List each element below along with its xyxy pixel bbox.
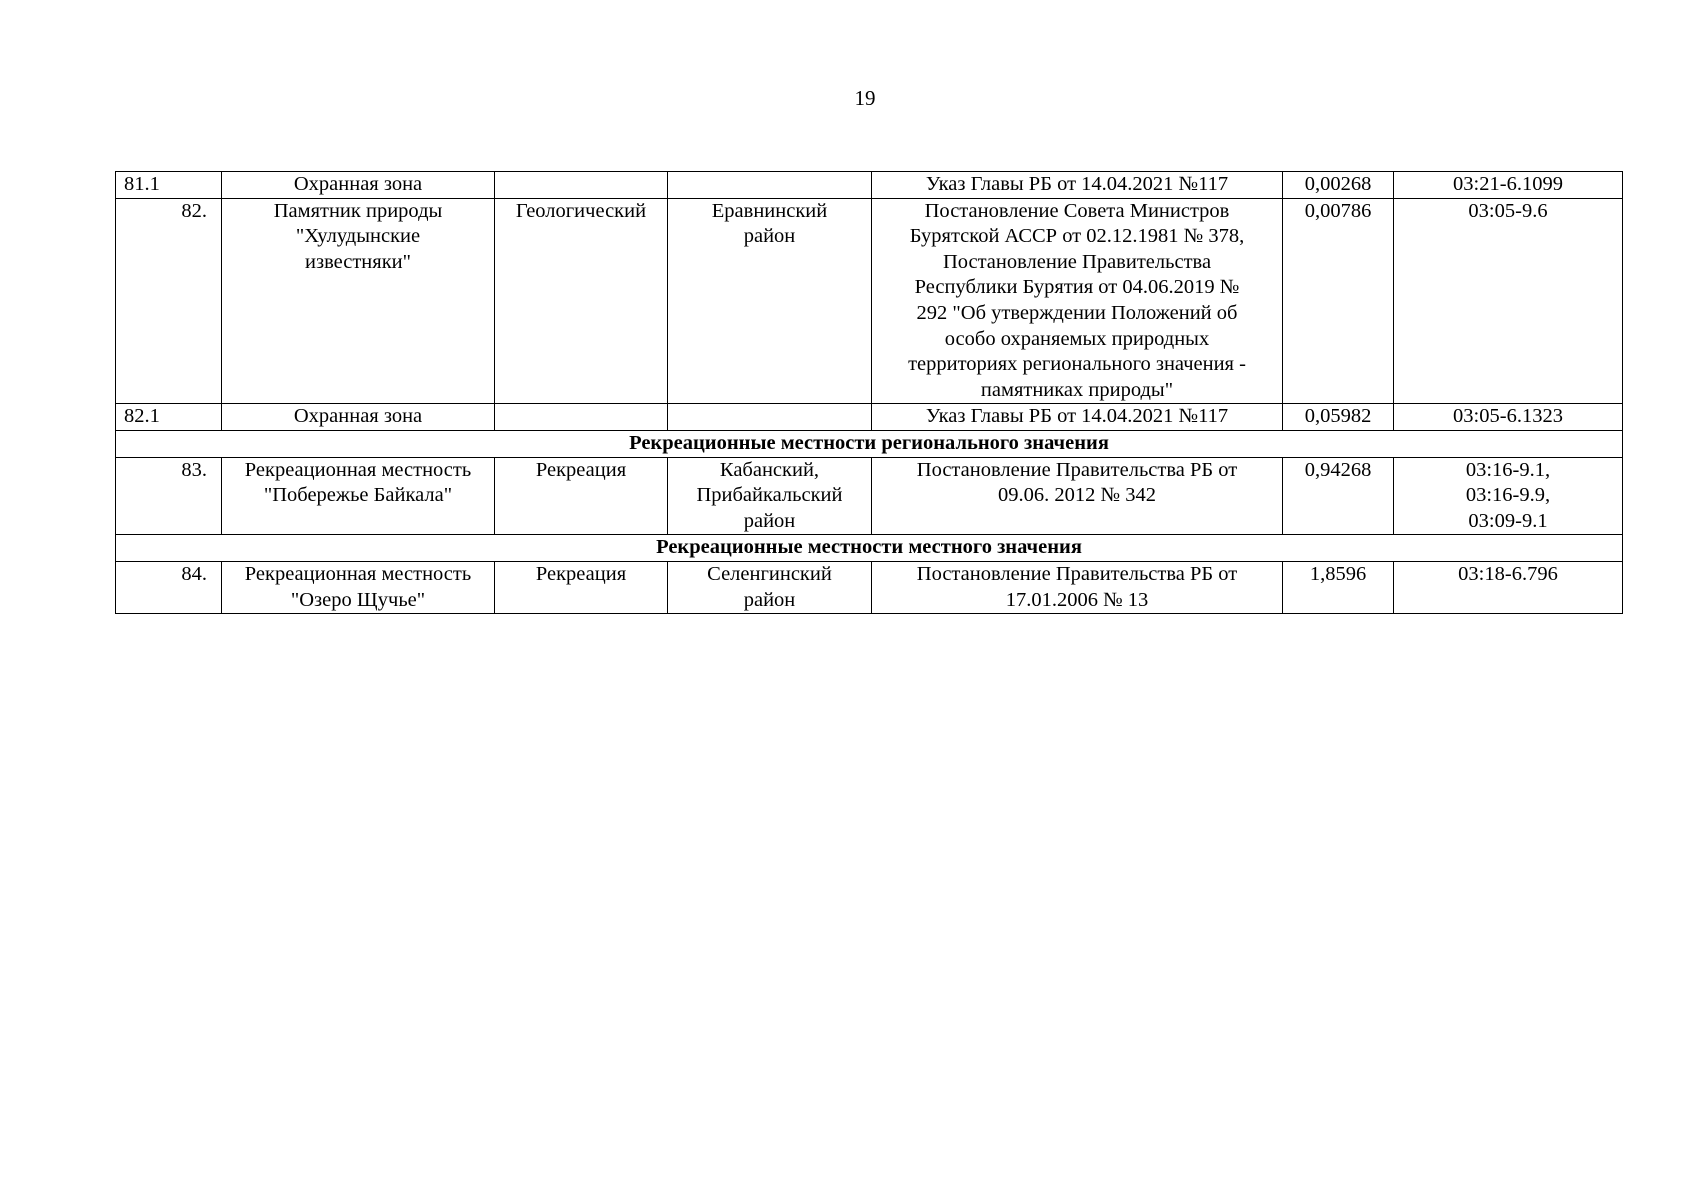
registry-code: 03:05-6.1323 [1394,404,1623,431]
legal-basis: Указ Главы РБ от 14.04.2021 №117 [872,404,1283,431]
section-row [116,535,1623,562]
area-location: Селенгинский район [668,561,872,613]
area-name: Памятник природы "Хулудынские известняки" [222,198,495,404]
row-number: 84. [116,561,222,613]
legal-basis: Постановление Правительства РБ от 09.06. 2012 № 342 [872,457,1283,535]
registry-code: 03:05-9.6 [1394,198,1623,404]
section-row [116,430,1623,457]
area-location: Кабанский, Прибайкальский район [668,457,872,535]
section-heading: Рекреационные местности местного значения [116,535,1623,562]
registry-code: 03:21-6.1099 [1394,172,1623,199]
row-number: 81.1 [116,172,222,199]
area-name: Рекреационная местность "Побережье Байкала" [222,457,495,535]
area-location [668,172,872,199]
registry-code: 03:18-6.796 [1394,561,1623,613]
registry-code: 03:16-9.1, 03:16-9.9, 03:09-9.1 [1394,457,1623,535]
table-row [116,457,1623,535]
area-size: 0,00268 [1283,172,1394,199]
table-row [116,404,1623,431]
section-heading: Рекреационные местности регионального значения [116,430,1623,457]
table-row [116,172,1623,199]
area-size: 1,8596 [1283,561,1394,613]
legal-basis: Постановление Правительства РБ от 17.01.2006 № 13 [872,561,1283,613]
area-size: 0,05982 [1283,404,1394,431]
area-size: 0,94268 [1283,457,1394,535]
row-number: 82. [116,198,222,404]
table-row [116,198,1623,404]
area-name: Охранная зона [222,404,495,431]
area-profile: Рекреация [495,561,668,613]
table-row [116,561,1623,613]
area-profile: Геологический [495,198,668,404]
area-name: Охранная зона [222,172,495,199]
legal-basis: Указ Главы РБ от 14.04.2021 №117 [872,172,1283,199]
area-location [668,404,872,431]
area-profile: Рекреация [495,457,668,535]
area-name: Рекреационная местность "Озеро Щучье" [222,561,495,613]
row-number: 83. [116,457,222,535]
protected-areas-table [115,171,1623,614]
page-number: 19 [854,86,876,110]
legal-basis: Постановление Совета Министров Бурятской АССР от 02.12.1981 № 378, Постановление Правительства Республики Бурятия от 04.06.2019 № 292 "Об утверждении Положений об особо охраняемых природных территориях регионального значения - памятниках природы" [872,198,1283,404]
area-profile [495,404,668,431]
row-number: 82.1 [116,404,222,431]
area-size: 0,00786 [1283,198,1394,404]
area-profile [495,172,668,199]
area-location: Еравнинский район [668,198,872,404]
